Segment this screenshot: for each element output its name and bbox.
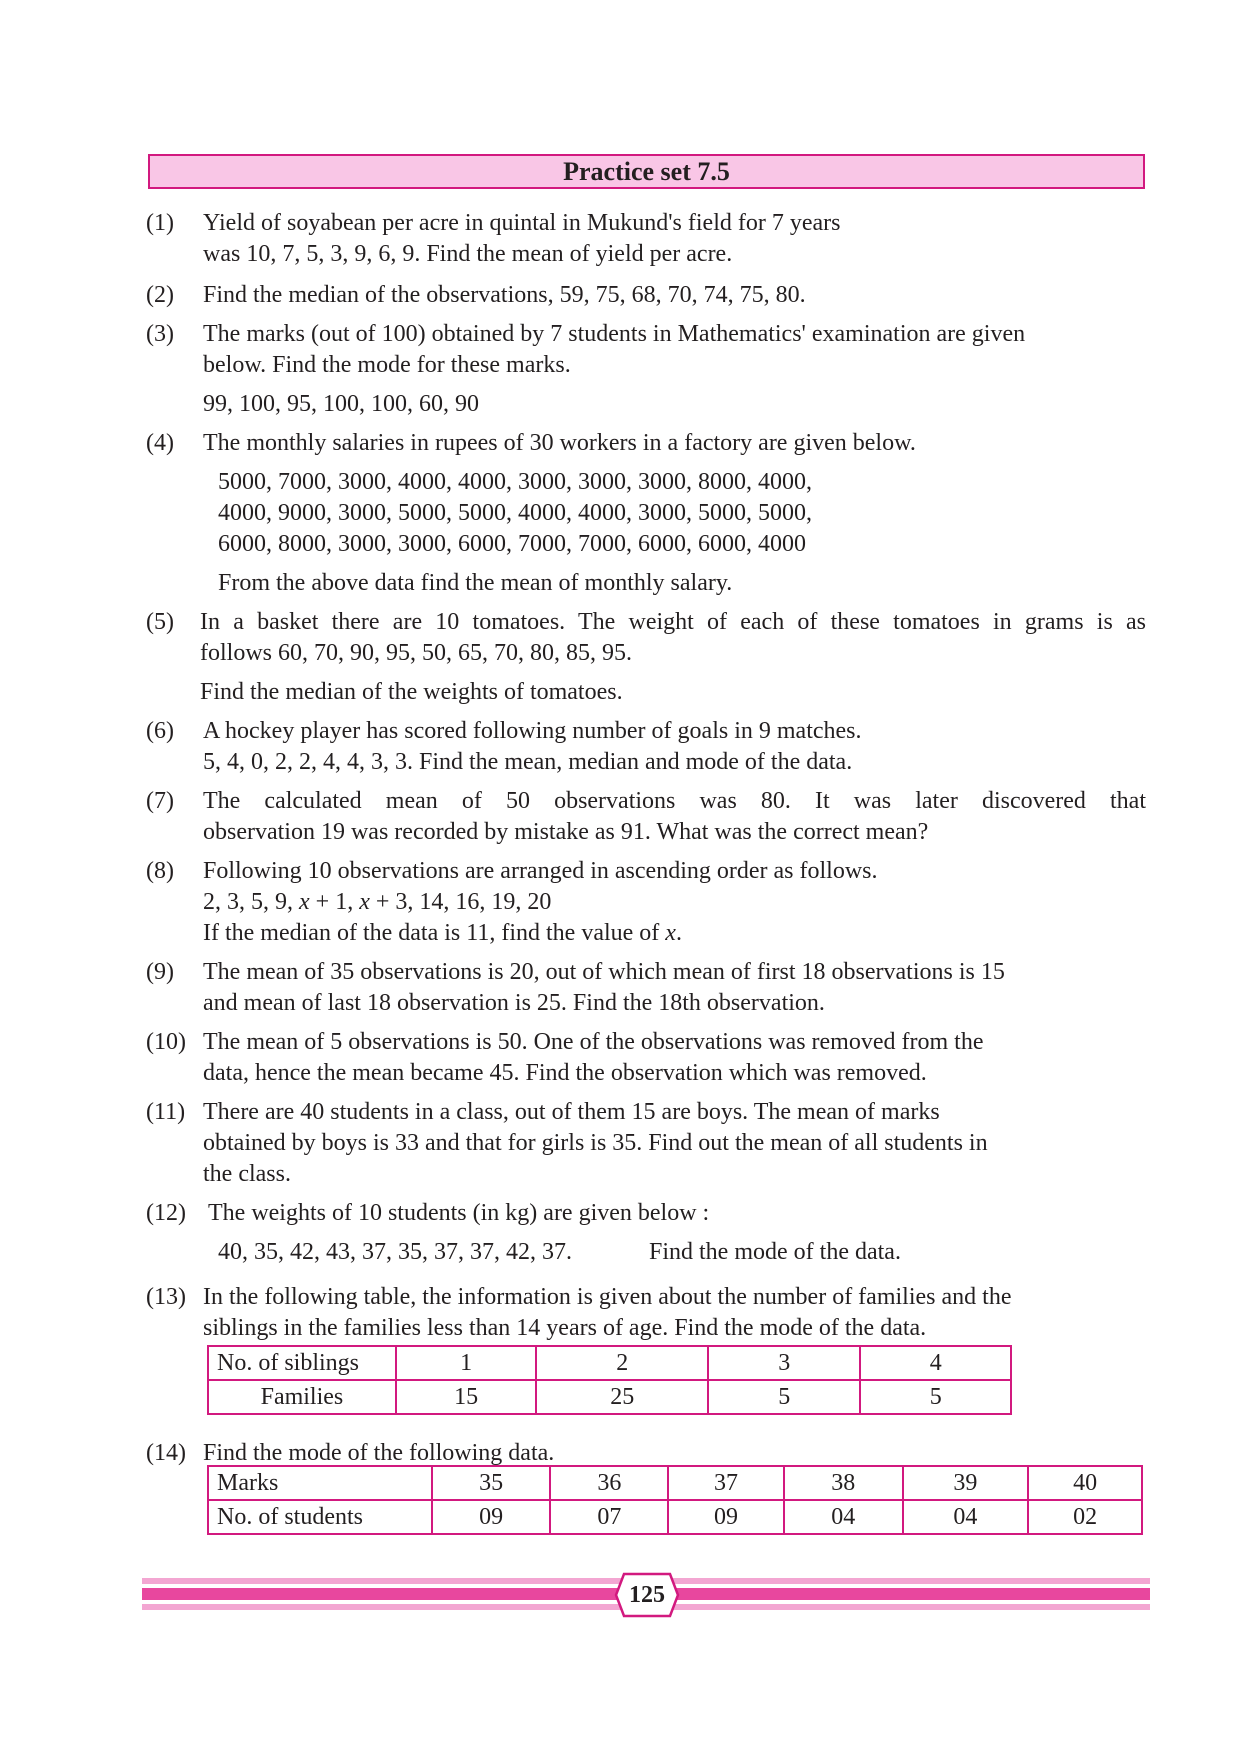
question-number: (9): [146, 959, 174, 985]
table-cell: 5: [860, 1380, 1011, 1414]
table-cell: 36: [550, 1466, 668, 1500]
question-text: Yield of soyabean per acre in quintal in Mukund's field for 7 years: [203, 210, 841, 236]
question-text: The monthly salaries in rupees of 30 workers in a factory are given below.: [203, 430, 916, 456]
table-cell: 25: [536, 1380, 707, 1414]
question-number: (10): [146, 1029, 186, 1055]
table-cell: 04: [903, 1500, 1029, 1534]
question-text: Find the median of the observations, 59, 75, 68, 70, 74, 75, 80.: [203, 282, 806, 308]
table-cell: 5: [708, 1380, 861, 1414]
table-header-cell: Marks: [208, 1466, 432, 1500]
table-cell: 09: [432, 1500, 551, 1534]
question-text: below. Find the mode for these marks.: [203, 352, 571, 378]
question-number: (5): [146, 609, 174, 635]
question-number: (8): [146, 858, 174, 884]
question-text: Find the mode of the data.: [649, 1239, 901, 1265]
data-values: 6000, 8000, 3000, 3000, 6000, 7000, 7000, 6000, 6000, 4000: [218, 531, 806, 557]
question-text: 5, 4, 0, 2, 2, 4, 4, 3, 3. Find the mean, median and mode of the data.: [203, 749, 853, 775]
table-cell: 02: [1028, 1500, 1142, 1534]
table-cell: 09: [668, 1500, 784, 1534]
table-cell: 40: [1028, 1466, 1142, 1500]
question-text: the class.: [203, 1161, 291, 1187]
table-header-cell: No. of siblings: [208, 1346, 396, 1380]
table-cell: 15: [396, 1380, 537, 1414]
question-number: (1): [146, 210, 174, 236]
question-number: (7): [146, 788, 174, 814]
question-number: (13): [146, 1284, 186, 1310]
table-cell: 39: [903, 1466, 1029, 1500]
table-cell: 38: [784, 1466, 903, 1500]
table-cell: 37: [668, 1466, 784, 1500]
question-number: (2): [146, 282, 174, 308]
practice-set-title: Practice set 7.5: [148, 154, 1145, 189]
question-text: In the following table, the information is given about the number of families and the: [203, 1284, 1012, 1310]
table-header-cell: Families: [208, 1380, 396, 1414]
question-number: (3): [146, 321, 174, 347]
table-row: [208, 1380, 1011, 1414]
question-text: siblings in the families less than 14 years of age. Find the mode of the data.: [203, 1315, 927, 1341]
question-text: In a basket there are 10 tomatoes. The weight of each of these tomatoes in grams is as: [200, 609, 1146, 635]
table-cell: 35: [432, 1466, 551, 1500]
question-text: Find the median of the weights of tomatoes.: [200, 679, 623, 705]
data-values: 99, 100, 95, 100, 100, 60, 90: [203, 391, 479, 417]
data-values: 40, 35, 42, 43, 37, 35, 37, 37, 42, 37.: [218, 1239, 572, 1265]
table-header-cell: No. of students: [208, 1500, 432, 1534]
question-number: (14): [146, 1440, 186, 1466]
question-text: was 10, 7, 5, 3, 9, 6, 9. Find the mean of yield per acre.: [203, 241, 733, 267]
data-values: 5000, 7000, 3000, 4000, 4000, 3000, 3000, 3000, 8000, 4000,: [218, 469, 812, 495]
table-cell: 3: [708, 1346, 861, 1380]
table-row: [208, 1346, 1011, 1380]
table-cell: 07: [550, 1500, 668, 1534]
table-cell: 04: [784, 1500, 903, 1534]
question-text: From the above data find the mean of monthly salary.: [218, 570, 733, 596]
table-row: [208, 1466, 1142, 1500]
question-number: (6): [146, 718, 174, 744]
data-values: 4000, 9000, 3000, 5000, 5000, 4000, 4000, 3000, 5000, 5000,: [218, 500, 812, 526]
question-number: (4): [146, 430, 174, 456]
data-values: 2, 3, 5, 9, x + 1, x + 3, 14, 16, 19, 20: [203, 889, 552, 915]
table-cell: 1: [396, 1346, 537, 1380]
question-text: follows 60, 70, 90, 95, 50, 65, 70, 80, 85, 95.: [200, 640, 632, 666]
question-text: If the median of the data is 11, find the value of x.: [203, 920, 682, 946]
question-text: The mean of 5 observations is 50. One of the observations was removed from the: [203, 1029, 984, 1055]
question-number: (11): [146, 1099, 186, 1125]
question-text: The marks (out of 100) obtained by 7 students in Mathematics' examination are given: [203, 321, 1026, 347]
question-text: obtained by boys is 33 and that for girls is 35. Find out the mean of all students in: [203, 1130, 988, 1156]
question-text: Find the mode of the following data.: [203, 1440, 555, 1466]
question-number: (12): [146, 1200, 186, 1226]
question-text: data, hence the mean became 45. Find the observation which was removed.: [203, 1060, 927, 1086]
table-cell: 4: [860, 1346, 1011, 1380]
table-row: [208, 1500, 1142, 1534]
question-text: The weights of 10 students (in kg) are given below :: [208, 1200, 710, 1226]
marks-table: [207, 1465, 1143, 1535]
question-text: The calculated mean of 50 observations was 80. It was later discovered that: [203, 788, 1146, 814]
question-text: The mean of 35 observations is 20, out of which mean of first 18 observations is 15: [203, 959, 1005, 985]
question-text: observation 19 was recorded by mistake as 91. What was the correct mean?: [203, 819, 929, 845]
question-text: and mean of last 18 observation is 25. Find the 18th observation.: [203, 990, 825, 1016]
question-text: A hockey player has scored following number of goals in 9 matches.: [203, 718, 862, 744]
page-number: 125: [629, 1582, 665, 1608]
question-text: Following 10 observations are arranged in ascending order as follows.: [203, 858, 878, 884]
siblings-table: [207, 1345, 1012, 1415]
table-cell: 2: [536, 1346, 707, 1380]
question-text: There are 40 students in a class, out of them 15 are boys. The mean of marks: [203, 1099, 940, 1125]
